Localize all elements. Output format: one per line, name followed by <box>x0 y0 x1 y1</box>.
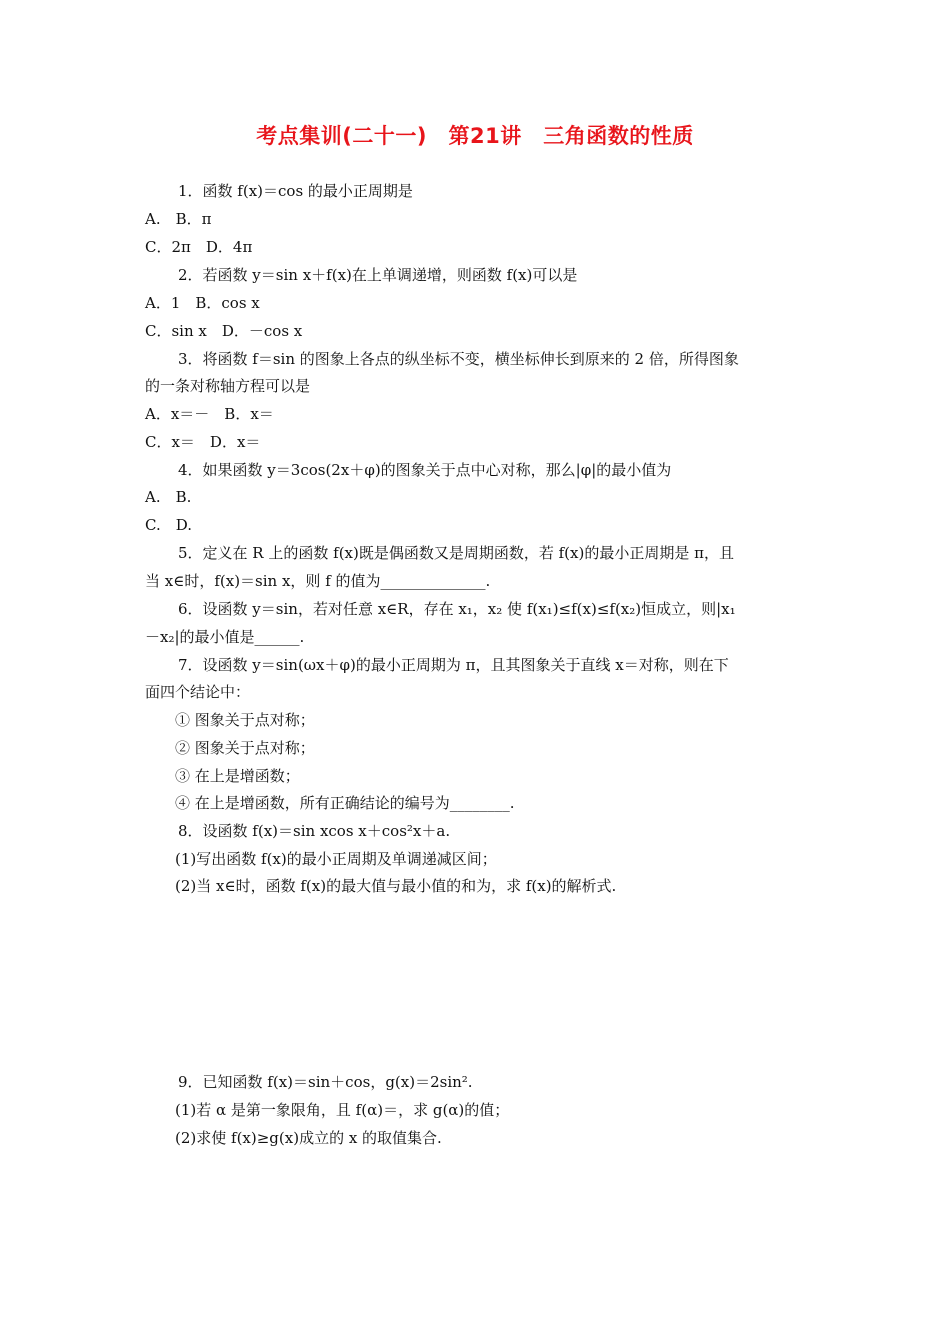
question-7-statement-4: ④ 在上是增函数，所有正确结论的编号为________. <box>175 794 515 812</box>
question-8-stem: 8．设函数 f(x)＝sin xcos x＋cos²x＋a. <box>178 822 451 840</box>
question-9-part-1: (1)若 α 是第一象限角，且 f(α)＝，求 g(α)的值； <box>175 1101 510 1119</box>
question-8-part-1: (1)写出函数 f(x)的最小正周期及单调递减区间； <box>175 850 497 868</box>
question-3-options-ab: A．x＝－ B．x＝ <box>145 405 274 423</box>
question-3-stem-cont: 的一条对称轴方程可以是 <box>145 377 311 395</box>
question-1-options-ab: A. B．π <box>145 210 212 228</box>
question-7-stem-cont: 面四个结论中： <box>145 683 251 701</box>
question-3-stem: 3．将函数 f＝sin 的图象上各点的纵坐标不变，横坐标伸长到原来的 2 倍，所得图象 <box>178 350 739 368</box>
question-7-statement-2: ② 图象关于点对称； <box>175 739 315 757</box>
question-2-stem: 2．若函数 y＝sin x＋f(x)在上单调递增，则函数 f(x)可以是 <box>178 266 578 284</box>
question-4-stem: 4．如果函数 y＝3cos(2x＋φ)的图象关于点中心对称，那么|φ|的最小值为 <box>178 461 672 479</box>
question-4-options-cd: C. D. <box>145 516 192 534</box>
question-9-stem: 9．已知函数 f(x)＝sin＋cos，g(x)＝2sin². <box>178 1073 473 1091</box>
question-2-options-cd: C．sin x D．－cos x <box>145 322 303 340</box>
question-2-options-ab: A．1 B．cos x <box>145 294 260 312</box>
question-1-stem: 1．函数 f(x)＝cos 的最小正周期是 <box>178 182 413 200</box>
question-4-options-ab: A. B. <box>145 488 192 506</box>
question-6-stem-cont: －x₂|的最小值是______. <box>145 628 305 646</box>
question-9-part-2: (2)求使 f(x)≥g(x)成立的 x 的取值集合. <box>175 1129 442 1147</box>
question-3-options-cd: C．x＝ D．x＝ <box>145 433 261 451</box>
question-5-stem-cont: 当 x∈时，f(x)＝sin x，则 f 的值为______________. <box>145 572 491 590</box>
question-1-options-cd: C．2π D．4π <box>145 238 253 256</box>
question-8-part-2: (2)当 x∈时，函数 f(x)的最大值与最小值的和为，求 f(x)的解析式. <box>175 877 617 895</box>
question-7-statement-3: ③ 在上是增函数； <box>175 767 300 785</box>
question-7-statement-1: ① 图象关于点对称； <box>175 711 315 729</box>
page-title: 考点集训(二十一) 第21讲 三角函数的性质 <box>256 124 694 148</box>
question-6-stem: 6．设函数 y＝sin，若对任意 x∈R，存在 x₁，x₂ 使 f(x₁)≤f(x)≤f(x₂)恒成立，则|x₁ <box>178 600 736 618</box>
question-5-stem: 5．定义在 R 上的函数 f(x)既是偶函数又是周期函数，若 f(x)的最小正周期是 π，且 <box>178 544 734 562</box>
question-7-stem: 7．设函数 y＝sin(ωx＋φ)的最小正周期为 π，且其图象关于直线 x＝对称，则在下 <box>178 656 729 674</box>
